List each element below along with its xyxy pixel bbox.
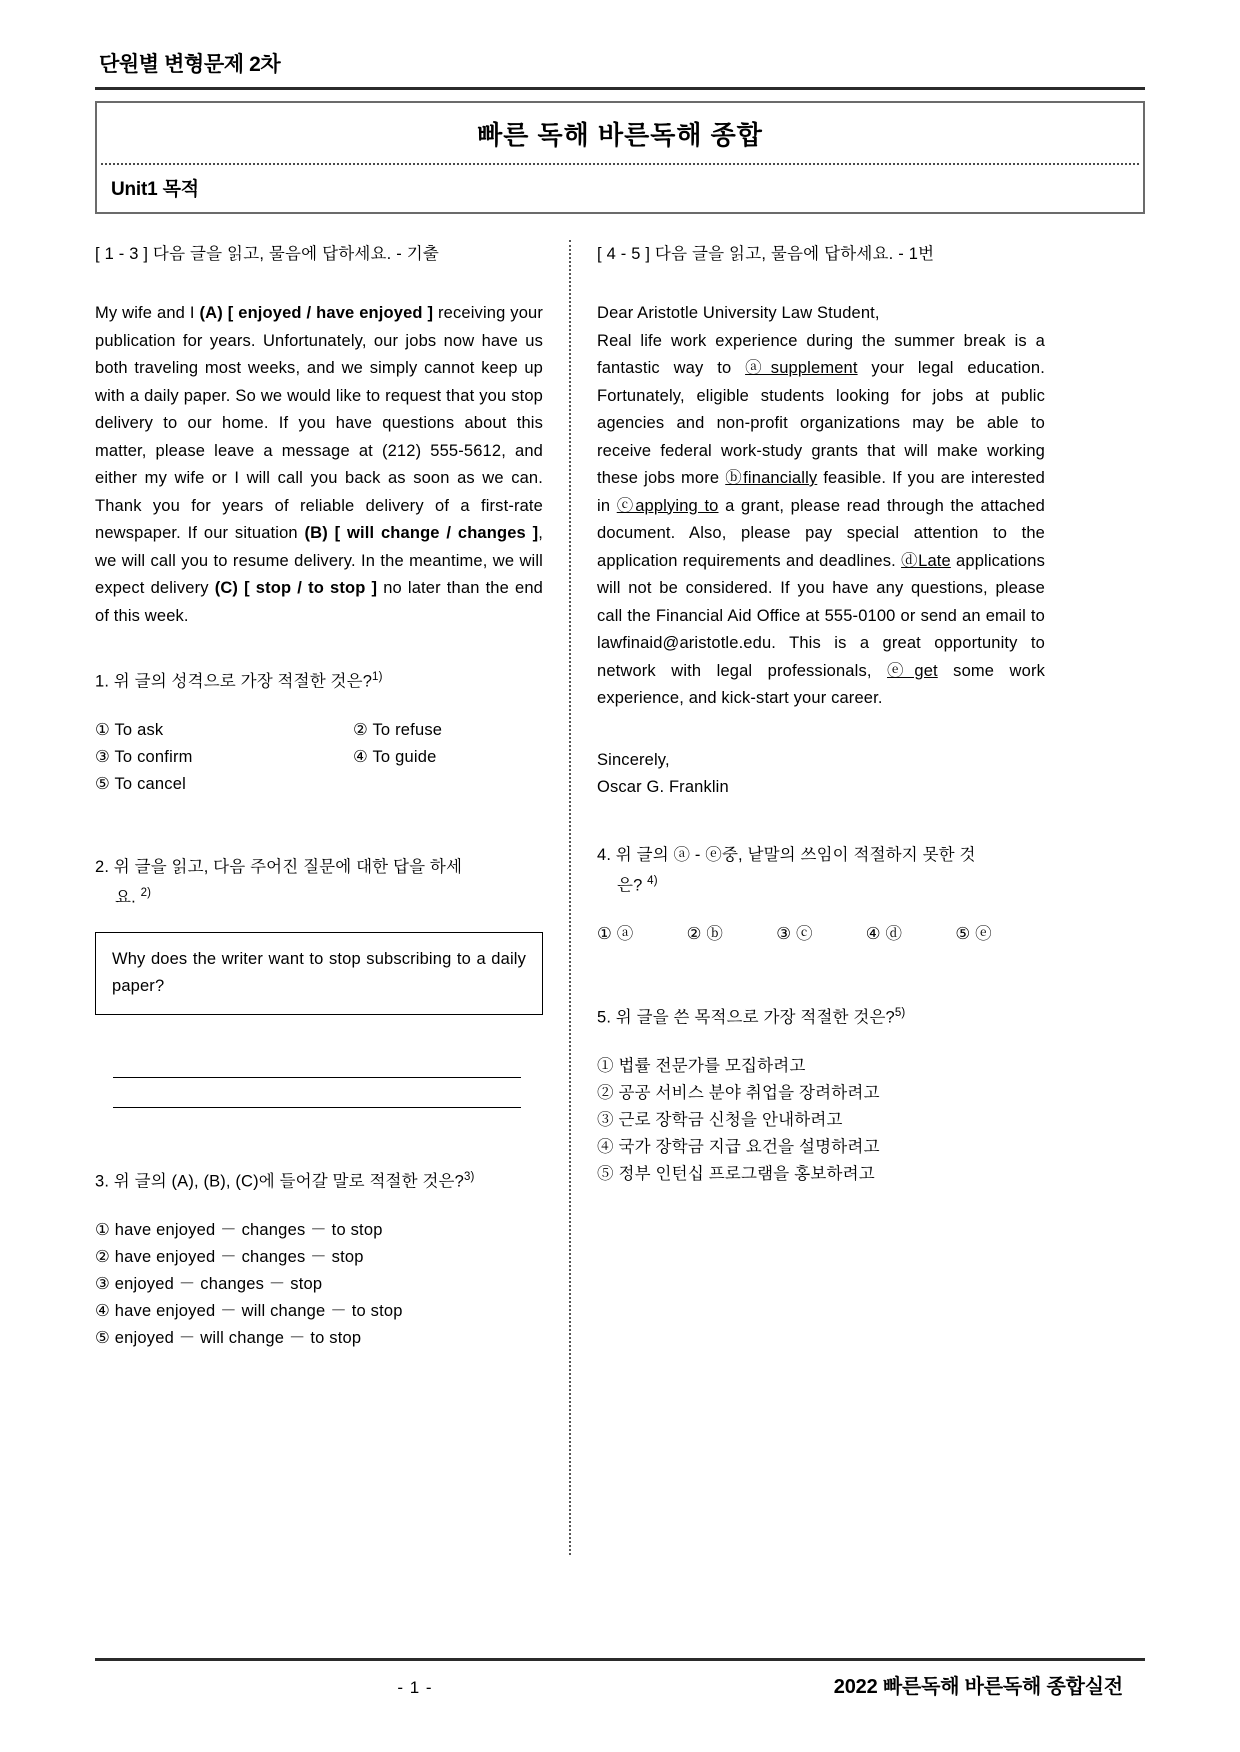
passage-run-3: (B) [ will change / changes ]	[304, 524, 539, 542]
question-2-prompt-text: Why does the writer want to stop subscribing to a daily paper?	[112, 950, 526, 995]
document-header-label: 단원별 변형문제 2차	[99, 53, 281, 76]
letter-run-2: your legal education. Fortunately, eligible students looking for jobs at public agencies and non-profit organizations may be able to receive federal work-study grants that will make working these jobs more	[597, 359, 1045, 487]
question-3-stem	[95, 1164, 543, 1195]
question-5-option-2[interactable]: ② 공공 서비스 분야 취업을 장려하려고	[597, 1083, 880, 1102]
right-directive: [ 4 - 5 ] 다음 글을 읽고, 물음에 답하세요. - 1번	[597, 245, 935, 263]
letter-run-1: ⓐsupplement	[745, 359, 858, 377]
footer-row	[95, 1670, 1145, 1699]
question-5-option-5[interactable]: ⑤ 정부 인턴십 프로그램을 홍보하려고	[597, 1164, 875, 1183]
question-4-stem-line-2: 은?	[617, 876, 643, 894]
question-2-stem-line-2-wrap	[95, 880, 543, 911]
letter-run-4: feasible. If you are interested in	[597, 469, 1045, 515]
passage-run-5: (C) [ stop / to stop ]	[214, 579, 378, 597]
two-column-body	[95, 240, 1145, 1555]
answer-write-line-2[interactable]	[113, 1078, 521, 1108]
question-4-stem-line-1: 4. 위 글의 ⓐ - ⓔ중, 낱말의 쓰임이 적절하지 못한 것	[597, 845, 976, 864]
question-4-option-4[interactable]: ④ ⓓ	[865, 925, 903, 943]
letter-run-8: applications will not be considered. If you have any questions, please call the Financial Aid Office at 555-0100 or send an email to lawfinaid@aristotle.edu. This is a great opportunity to network with legal professionals,	[597, 551, 1045, 680]
question-3-footnote: 3)	[463, 1171, 475, 1183]
left-directive: [ 1 - 3 ] 다음 글을 읽고, 물음에 답하세요. - 기출	[95, 245, 439, 263]
question-4-option-5[interactable]: ⑤ ⓔ	[955, 925, 992, 943]
letter-body	[597, 328, 1045, 713]
question-1-option-3[interactable]: ③ To confirm	[95, 747, 193, 766]
question-1-option-2[interactable]: ② To refuse	[353, 720, 443, 739]
question-5-footnote: 5)	[894, 1007, 906, 1019]
letter-run-5: ⓒapplying to	[616, 496, 719, 515]
question-2-stem	[95, 854, 543, 911]
spacer-after-letter	[597, 802, 1045, 842]
footer-brand: 2022 빠른독해 바른독해 종합실전	[833, 1676, 1123, 1698]
question-4-stem	[597, 842, 1045, 899]
passage-run-2: receiving your publication for years. Unfortunately, our jobs now have us both traveling most weeks, and we simply cannot keep up with a daily paper. So we would like to request that you stop delivery to our home. If you have questions about this matter, please leave a message at (212) 555-5612, and either my wife or I will call you back as soon as we can. Thank you for years of reliable delivery of a first-rate newspaper. If our situation	[95, 304, 543, 542]
question-1-options-row-2	[95, 744, 543, 771]
letter-run-9: ⓔget	[887, 661, 938, 680]
question-3-option-4[interactable]: ④ have enjoyed － will change － to stop	[95, 1301, 403, 1320]
question-4-footnote: 4)	[647, 874, 658, 887]
letter-signature: Oscar G. Franklin	[597, 778, 729, 796]
letter-run-3: ⓑfinancially	[725, 469, 818, 487]
question-5-stem-text: 5. 위 글을 쓴 목적으로 가장 적절한 것은?	[597, 1008, 895, 1027]
question-2-answer-lines[interactable]	[113, 1048, 521, 1108]
letter-run-7: ⓓLate	[901, 551, 951, 570]
question-4-stem-line-2-wrap	[597, 868, 1045, 899]
question-1-option-5[interactable]: ⑤ To cancel	[95, 774, 186, 793]
question-1-footnote: 1)	[372, 671, 383, 683]
question-1-options-row-3	[95, 771, 543, 798]
page-title: 빠른 독해 바른독해 종합	[477, 120, 763, 150]
question-1-stem-text: 1. 위 글의 성격으로 가장 적절한 것은?	[95, 672, 373, 691]
question-5-option-4[interactable]: ④ 국가 장학금 지급 요건을 설명하려고	[597, 1137, 880, 1156]
question-5-options	[597, 1053, 1045, 1188]
question-3-option-3[interactable]: ③ enjoyed － changes － stop	[95, 1274, 323, 1293]
page-footer	[95, 1658, 1145, 1699]
column-divider	[569, 240, 571, 1555]
unit-label: Unit1 목적	[111, 179, 199, 200]
spacer-after-q1	[95, 798, 543, 854]
header-divider-rule	[95, 87, 1145, 90]
question-3-options	[95, 1217, 543, 1352]
question-3-option-5[interactable]: ⑤ enjoyed － will change － to stop	[95, 1328, 362, 1347]
letter-closing: Sincerely,	[597, 750, 670, 769]
question-3-option-1[interactable]: ① have enjoyed － changes － to stop	[95, 1220, 383, 1239]
question-1-options	[95, 717, 543, 798]
question-5-option-3[interactable]: ③ 근로 장학금 신청을 안내하려고	[597, 1110, 843, 1129]
right-column	[597, 240, 1045, 1555]
question-1-stem	[95, 664, 543, 695]
question-4-option-1[interactable]: ① ⓐ	[597, 925, 634, 943]
left-passage	[95, 300, 543, 630]
question-4-option-3[interactable]: ③ ⓒ	[776, 925, 813, 943]
letter-run-0: Real life work experience during the summer break is a fantastic way to	[597, 331, 1045, 377]
question-2-prompt-box	[95, 932, 543, 1015]
passage-run-4: , we will call you to resume delivery. In the meantime, we will expect delivery	[95, 524, 543, 597]
left-column	[95, 240, 543, 1555]
letter-run-10: some work experience, and kick-start your career.	[597, 661, 1045, 707]
question-4-option-2[interactable]: ② ⓑ	[686, 925, 724, 943]
question-1-options-row-1	[95, 717, 543, 744]
question-5-stem	[597, 1000, 1045, 1031]
passage-run-6: no later than the end of this week.	[95, 579, 543, 625]
question-2-stem-line-2: 요.	[115, 888, 136, 906]
question-1-option-4[interactable]: ④ To guide	[353, 747, 437, 766]
letter-run-6: a grant, please read through the attached document. Also, please pay special attention to the application requirements and deadlines.	[597, 496, 1045, 570]
column-gap	[543, 240, 597, 1555]
question-3-stem-text: 3. 위 글의 (A), (B), (C)에 들어갈 말로 적절한 것은?	[95, 1172, 464, 1191]
question-3-option-2[interactable]: ② have enjoyed － changes － stop	[95, 1247, 364, 1266]
question-5-option-1[interactable]: ① 법률 전문가를 모집하려고	[597, 1056, 806, 1075]
question-2-stem-line-1: 2. 위 글을 읽고, 다음 주어진 질문에 대한 답을 하세	[95, 857, 463, 876]
letter-salutation: Dear Aristotle University Law Student,	[597, 304, 880, 322]
page-number: - 1 -	[397, 1678, 433, 1697]
title-box	[95, 101, 1145, 214]
passage-run-1: (A) [ enjoyed / have enjoyed ]	[199, 304, 434, 322]
question-1-option-1[interactable]: ① To ask	[95, 720, 164, 739]
footer-divider-rule	[95, 1658, 1145, 1661]
passage-run-0: My wife and I	[95, 304, 200, 322]
question-4-options	[597, 920, 1045, 944]
spacer-after-q4	[597, 944, 1045, 1000]
answer-write-line-1[interactable]	[113, 1048, 521, 1078]
question-2-footnote: 2)	[140, 886, 152, 899]
spacer-after-q2	[95, 1108, 543, 1164]
